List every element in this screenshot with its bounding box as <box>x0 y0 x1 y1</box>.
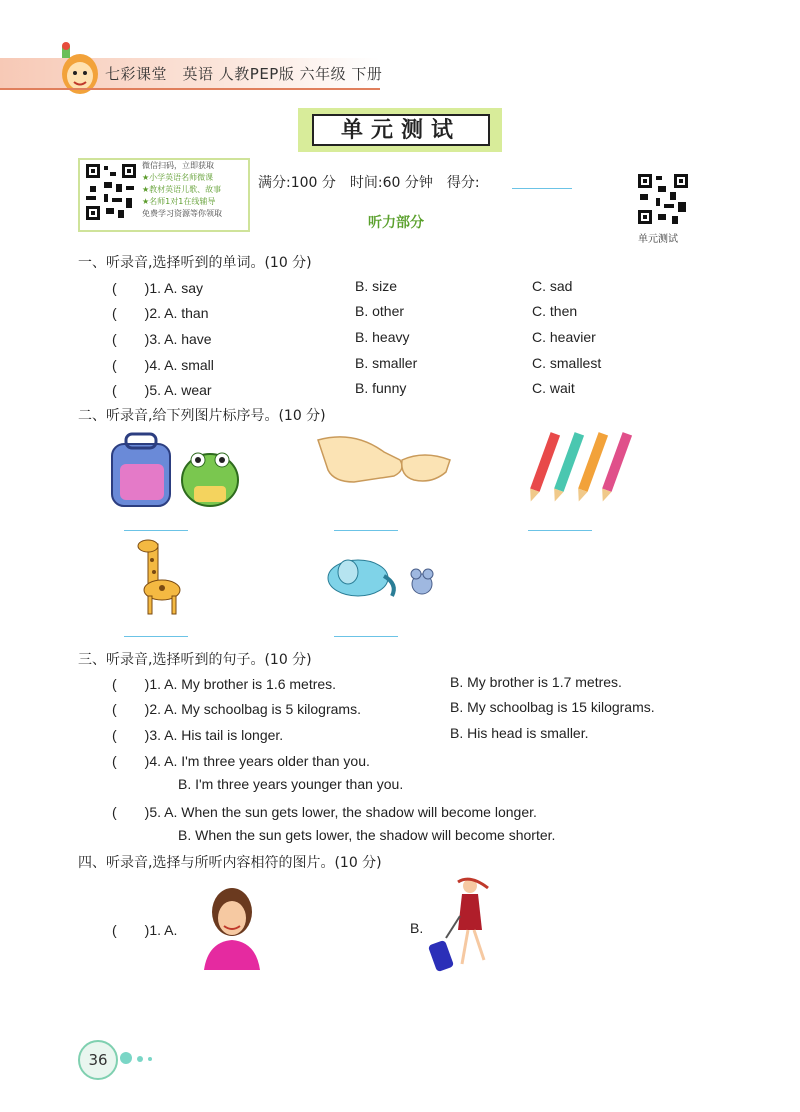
woman-portrait-picture <box>198 886 266 970</box>
picture-answer-blank[interactable] <box>528 530 592 531</box>
question-3-2-a[interactable]: ( )2. A. My schoolbag is 5 kilograms. <box>112 701 361 717</box>
page-number: 36 <box>78 1040 118 1080</box>
promo-line-5: 免费学习资源等你领取 <box>142 209 222 218</box>
listening-label: 听力部分 <box>368 215 424 231</box>
question-1-2-b[interactable]: B. other <box>355 303 405 319</box>
question-3-5-b[interactable]: B. When the sun gets lower, the shadow will become shorter. <box>178 827 556 843</box>
question-3-4-a[interactable]: ( )4. A. I'm three years older than you. <box>112 753 370 769</box>
section-3-list <box>0 674 800 854</box>
question-1-1-c[interactable]: C. sad <box>532 278 573 294</box>
qr-caption: 单元测试 <box>638 234 678 245</box>
promo-line-3: ★教材英语儿歌、故事 <box>142 185 222 194</box>
pencils-picture <box>524 430 634 506</box>
question-4-1-b[interactable]: B. <box>410 920 424 936</box>
section-4-heading: 四、听录音,选择与所听内容相符的图片。(10 分) <box>78 855 382 871</box>
section-3-heading: 三、听录音,选择听到的句子。(10 分) <box>78 652 312 668</box>
question-1-3-b[interactable]: B. heavy <box>355 329 410 345</box>
decorative-dot <box>137 1056 143 1062</box>
question-3-5-a[interactable]: ( )5. A. When the sun gets lower, the shadow will become longer. <box>112 804 537 820</box>
question-4-1-a[interactable]: ( )1. A. <box>112 922 178 938</box>
woman-with-suitcase-picture <box>428 876 504 980</box>
question-1-4-c[interactable]: C. smallest <box>532 355 602 371</box>
decorative-dot <box>148 1057 152 1061</box>
promo-line-2: ★小学英语名师微课 <box>142 173 214 182</box>
score-blank[interactable] <box>512 188 572 189</box>
promo-line-1: 微信扫码，立即获取 <box>142 161 214 170</box>
question-1-5-b[interactable]: B. funny <box>355 380 407 396</box>
header-divider <box>0 88 380 90</box>
decorative-dot <box>120 1052 132 1064</box>
question-3-1-b[interactable]: B. My brother is 1.7 metres. <box>450 674 622 690</box>
promo-line-4: ★名师1对1在线辅导 <box>142 197 216 206</box>
section-2-heading: 二、听录音,给下列图片标序号。(10 分) <box>78 408 326 424</box>
question-3-4-b[interactable]: B. I'm three years younger than you. <box>178 776 404 792</box>
elephant-mouse-picture <box>318 556 442 602</box>
schoolbags-picture <box>106 430 242 510</box>
question-1-3-c[interactable]: C. heavier <box>532 329 596 345</box>
picture-answer-blank[interactable] <box>124 636 188 637</box>
picture-answer-blank[interactable] <box>124 530 188 531</box>
question-3-3-a[interactable]: ( )3. A. His tail is longer. <box>112 727 284 743</box>
qr-code-icon[interactable] <box>84 162 138 222</box>
picture-answer-blank[interactable] <box>334 530 398 531</box>
question-1-5-c[interactable]: C. wait <box>532 380 575 396</box>
question-3-2-b[interactable]: B. My schoolbag is 15 kilograms. <box>450 699 655 715</box>
section-1-heading: 一、听录音,选择听到的单词。(10 分) <box>78 255 312 271</box>
question-3-3-b[interactable]: B. His head is smaller. <box>450 725 589 741</box>
question-1-3-a[interactable]: ( )3. A. have <box>112 331 212 347</box>
question-1-5-a[interactable]: ( )5. A. wear <box>112 382 212 398</box>
qr-code-icon[interactable] <box>636 172 690 226</box>
section-1-list <box>0 278 800 408</box>
promo-text <box>142 160 246 220</box>
picture-answer-blank[interactable] <box>334 636 398 637</box>
question-1-4-a[interactable]: ( )4. A. small <box>112 357 214 373</box>
hands-picture <box>314 430 454 490</box>
score-time-line: 满分:100 分 时间:60 分钟 得分: <box>258 175 480 191</box>
question-1-1-a[interactable]: ( )1. A. say <box>112 280 204 296</box>
question-1-1-b[interactable]: B. size <box>355 278 398 294</box>
question-1-4-b[interactable]: B. smaller <box>355 355 418 371</box>
header-title: 七彩课堂 英语 人教PEP版 六年级 下册 <box>105 65 383 83</box>
page-title: 单元测试 <box>312 114 490 146</box>
question-3-1-a[interactable]: ( )1. A. My brother is 1.6 metres. <box>112 676 337 692</box>
question-1-2-c[interactable]: C. then <box>532 303 578 319</box>
question-1-2-a[interactable]: ( )2. A. than <box>112 305 209 321</box>
giraffe-picture <box>128 538 184 616</box>
